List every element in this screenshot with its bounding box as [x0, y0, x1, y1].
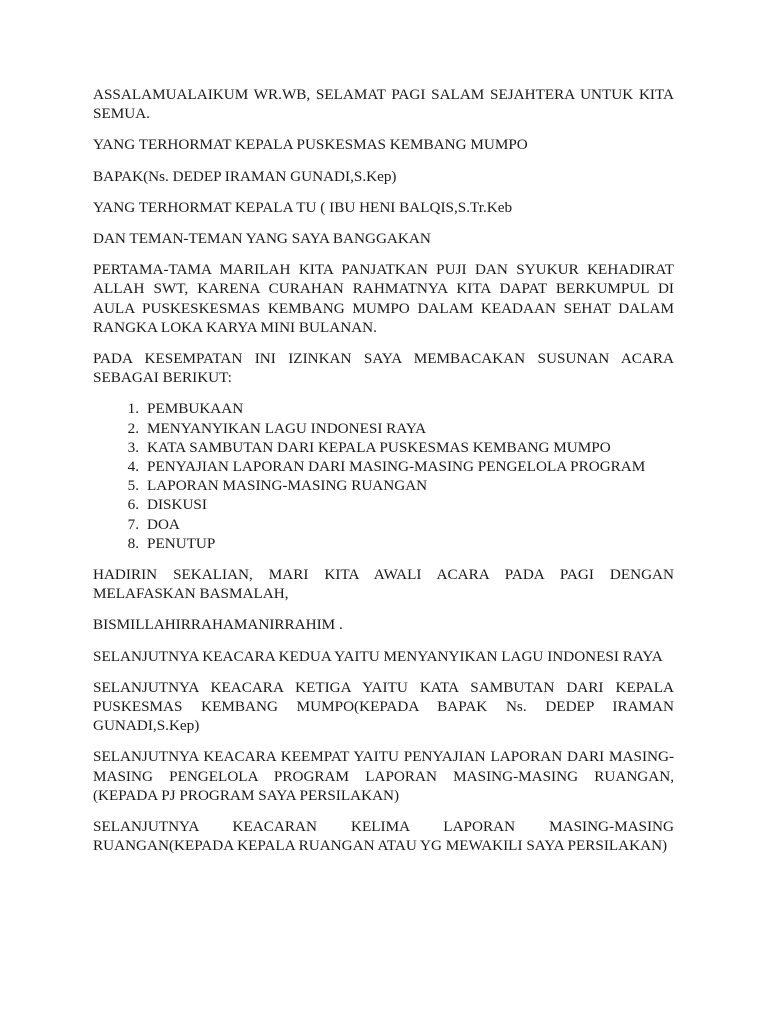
list-item-number: 7.	[127, 515, 139, 533]
list-item	[93, 399, 674, 418]
list-item	[93, 476, 674, 495]
list-item-number: 6.	[127, 496, 139, 514]
list-item-number: 1.	[127, 400, 139, 418]
list-item-text: MENYANYIKAN LAGU INDONESI RAYA	[147, 419, 427, 437]
list-item-text: KATA SAMBUTAN DARI KEPALA PUSKESMAS KEMBANG MUMPO	[147, 438, 611, 456]
third-item-paragraph: SELANJUTNYA KEACARA KETIGA YAITU KATA SAMBUTAN DARI KEPALA PUSKESMAS KEMBANG MUMPO(KEPADA BAPAK Ns. DEDEP IRAMAN GUNADI,S.Kep)	[93, 678, 674, 735]
agenda-intro: PADA KESEMPATAN INI IZINKAN SAYA MEMBACAKAN SUSUNAN ACARA SEBAGAI BERIKUT:	[93, 350, 674, 387]
second-item-paragraph: SELANJUTNYA KEACARA KEDUA YAITU MENYANYIKAN LAGU INDONESI RAYA	[93, 647, 663, 665]
list-item	[93, 457, 674, 476]
opening-greeting: ASSALAMUALAIKUM WR.WB, SELAMAT PAGI SALAM SEJAHTERA UNTUK KITA SEMUA.	[93, 86, 674, 123]
list-item-number: 3.	[127, 438, 139, 456]
list-item-text: LAPORAN MASING-MASING RUANGAN	[147, 477, 428, 495]
list-item	[93, 515, 674, 534]
basmalah: BISMILLAHIRRAHAMANIRRAHIM .	[93, 616, 343, 634]
greeting-tu: YANG TERHORMAT KEPALA TU ( IBU HENI BALQIS,S.Tr.Keb	[93, 198, 513, 216]
list-item-number: 5.	[127, 477, 139, 495]
list-item	[93, 438, 674, 457]
list-item-text: PENYAJIAN LAPORAN DARI MASING-MASING PENGELOLA PROGRAM	[147, 458, 646, 476]
list-item-number: 8.	[127, 534, 139, 552]
list-item-text: PEMBUKAAN	[147, 400, 244, 418]
list-item-number: 2.	[127, 419, 139, 437]
fifth-item-paragraph: SELANJUTNYA KEACARAN KELIMA LAPORAN MASING-MASING RUANGAN(KEPADA KEPALA RUANGAN ATAU YG MEWAKILI SAYA PERSILAKAN)	[93, 818, 674, 855]
opening-prayer: HADIRIN SEKALIAN, MARI KITA AWALI ACARA PADA PAGI DENGAN MELAFASKAN BASMALAH,	[93, 566, 674, 603]
agenda-list	[93, 399, 674, 553]
gratitude-paragraph: PERTAMA-TAMA MARILAH KITA PANJATKAN PUJI DAN SYUKUR KEHADIRAT ALLAH SWT, KARENA CURAHAN RAHMATNYA KITA DAPAT BERKUMPUL DI AULA PUSKESKESMAS KEMBANG MUMPO DALAM KEADAAN SEHAT DALAM RANGKA LOKA KARYA MINI BULANAN.	[93, 261, 674, 336]
list-item-text: DOA	[147, 515, 180, 533]
greeting-head-name: BAPAK(Ns. DEDEP IRAMAN GUNADI,S.Kep)	[93, 167, 397, 185]
greeting-friends: DAN TEMAN-TEMAN YANG SAYA BANGGAKAN	[93, 230, 431, 248]
fourth-item-paragraph: SELANJUTNYA KEACARA KEEMPAT YAITU PENYAJIAN LAPORAN DARI MASING-MASING PENGELOLA PROGRAM LAPORAN MASING-MASING RUANGAN, (KEPADA PJ PROGRAM SAYA PERSILAKAN)	[93, 748, 674, 804]
document-page	[93, 85, 674, 868]
list-item-text: PENUTUP	[147, 534, 216, 552]
list-item-number: 4.	[127, 458, 139, 476]
list-item	[93, 495, 674, 514]
list-item	[93, 534, 674, 553]
list-item-text: DISKUSI	[147, 496, 207, 514]
list-item	[93, 419, 674, 438]
greeting-head: YANG TERHORMAT KEPALA PUSKESMAS KEMBANG MUMPO	[93, 136, 528, 154]
